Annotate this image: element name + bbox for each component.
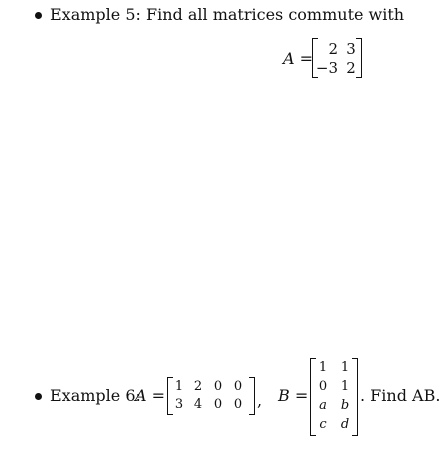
example-6-label: Example 6:	[50, 386, 141, 405]
matrix-cell: 1	[318, 360, 328, 375]
matrix-cell: −3	[315, 59, 338, 77]
matrix-right-bracket	[249, 377, 255, 415]
matrix-cell: 3	[174, 397, 184, 412]
matrix-cell: 0	[213, 379, 223, 394]
example-5-heading: Example 5: Find all matrices commute with	[50, 5, 405, 24]
example-6-tail: . Find AB.	[360, 386, 441, 405]
bullet-example-6	[35, 393, 42, 400]
matrix-cell: 2	[193, 379, 203, 394]
matrix-cell: a	[319, 398, 327, 413]
example-6-lhs-a: A =	[135, 386, 166, 405]
matrix-cell: 1	[340, 360, 350, 375]
example-6-matrix-b	[310, 358, 358, 436]
matrix-cell: 0	[233, 397, 243, 412]
matrix-cell: 2	[346, 59, 356, 77]
example-6-lhs-b: B =	[278, 386, 309, 405]
example-5-matrix	[312, 38, 362, 78]
matrix-cell: c	[319, 417, 327, 432]
matrix-cell: 2	[328, 40, 338, 58]
bullet-example-5	[35, 12, 42, 19]
matrix-cell: 0	[318, 379, 328, 394]
matrix-cell: 1	[174, 379, 184, 394]
matrix-cell: 0	[213, 397, 223, 412]
matrix-cell: d	[340, 417, 350, 432]
example-5-lhs: A =	[283, 49, 314, 68]
example-6-comma: ,	[257, 391, 263, 410]
matrix-cell: 4	[193, 397, 203, 412]
example-6-matrix-a	[167, 377, 255, 415]
matrix-cell: b	[340, 398, 350, 413]
matrix-cell: 0	[233, 379, 243, 394]
matrix-cell: 3	[346, 40, 356, 58]
matrix-cell: 1	[340, 379, 350, 394]
